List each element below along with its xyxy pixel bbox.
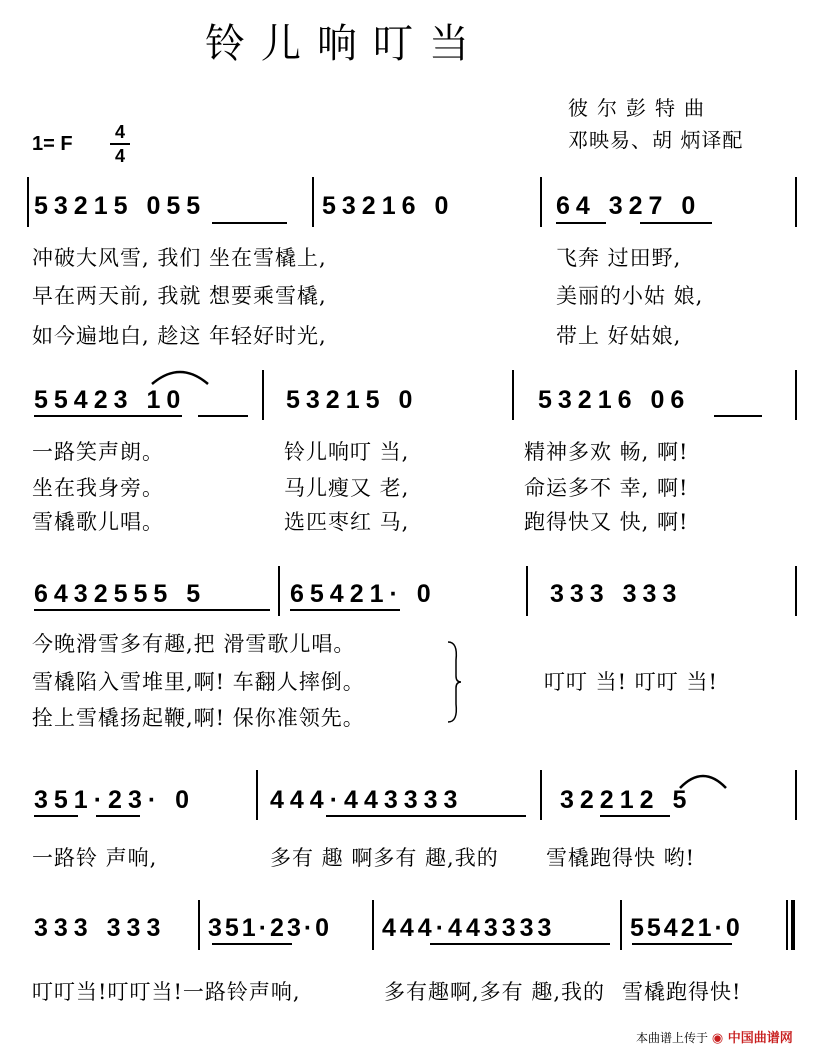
measure-3-1: 6432555 5	[34, 580, 207, 608]
measure-5-2: 351·23·0	[208, 914, 333, 942]
measure-2-2: 53215 0	[286, 386, 419, 414]
measure-2-1: 55423 10	[34, 386, 187, 414]
lyric-1-1: 冲破大风雪, 我们 坐在雪橇上,	[32, 246, 327, 270]
footer-text: 本曲谱上传于	[636, 1031, 709, 1045]
time-signature	[110, 122, 130, 166]
measure-5-1: 333 333	[34, 914, 167, 942]
measure-2-3: 53216 06	[538, 386, 691, 414]
logo-icon: ◉	[711, 1031, 724, 1046]
measure-1-3: 64 327 0	[556, 192, 702, 220]
brace	[446, 640, 462, 724]
measure-4-3: 32212 5	[560, 786, 693, 814]
measure-5-3: 444·443333	[382, 914, 556, 942]
lyric-1-2b: 美丽的小姑 娘,	[556, 284, 704, 308]
footer	[636, 1027, 793, 1046]
arranger-credit: 邓映易、胡 炳译配	[568, 128, 744, 152]
lyric-2-3b: 选匹枣红 马,	[284, 510, 410, 534]
measure-3-3: 333 333	[550, 580, 683, 608]
site-name: 中国曲谱网	[727, 1031, 793, 1046]
tie-slur	[150, 366, 210, 386]
lyric-4a: 一路铃 声响,	[32, 846, 158, 870]
composer-credit: 彼尔彭特曲	[568, 96, 713, 120]
lyric-5a: 叮叮当!叮叮当!一路铃声响,	[32, 980, 301, 1004]
lyric-3-2: 雪橇陷入雪堆里,啊! 车翻人摔倒。	[32, 670, 365, 694]
measure-5-4: 55421·0	[630, 914, 743, 942]
lyric-3-1: 今晚滑雪多有趣,把 滑雪歌儿唱。	[32, 632, 356, 656]
lyric-2-2b: 马儿瘦又 老,	[284, 476, 410, 500]
lyric-2-2a: 坐在我身旁。	[32, 476, 164, 500]
measure-4-2: 444·443333	[270, 786, 464, 814]
lyric-1-3b: 带上 好姑娘,	[556, 324, 682, 348]
refrain-lyric: 叮叮 当! 叮叮 当!	[544, 670, 718, 694]
lyric-1-1b: 飞奔 过田野,	[556, 246, 682, 270]
lyric-5c: 雪橇跑得快!	[622, 980, 742, 1004]
lyric-2-3a: 雪橇歌儿唱。	[32, 510, 164, 534]
site-logo[interactable]	[712, 1031, 793, 1046]
measure-1-1: 53215 055	[34, 192, 207, 220]
lyric-2-2c: 命运多不 幸, 啊!	[524, 476, 689, 500]
lyric-1-2: 早在两天前, 我就 想要乘雪橇,	[32, 284, 327, 308]
time-sig-bottom: 4	[114, 146, 125, 166]
lyric-2-3c: 跑得快又 快, 啊!	[524, 510, 689, 534]
lyric-4c: 雪橇跑得快 哟!	[546, 846, 696, 870]
lyric-2-1a: 一路笑声朗。	[32, 440, 164, 464]
measure-4-1: 351·23· 0	[34, 786, 196, 814]
lyric-1-3: 如今遍地白, 趁这 年轻好时光,	[32, 324, 327, 348]
lyric-5b: 多有趣啊,多有 趣,我的	[384, 980, 606, 1004]
lyric-2-1c: 精神多欢 畅, 啊!	[524, 440, 689, 464]
measure-1-2: 53216 0	[322, 192, 455, 220]
lyric-3-3: 拴上雪橇扬起鞭,啊! 保你准领先。	[32, 706, 365, 730]
lyric-2-1b: 铃儿响叮 当,	[284, 440, 410, 464]
song-title: 铃儿响叮当	[205, 21, 485, 67]
measure-3-2: 65421· 0	[290, 580, 437, 608]
key-signature: 1= F	[32, 133, 73, 155]
time-sig-top: 4	[114, 122, 125, 142]
lyric-4b: 多有 趣 啊多有 趣,我的	[270, 846, 499, 870]
